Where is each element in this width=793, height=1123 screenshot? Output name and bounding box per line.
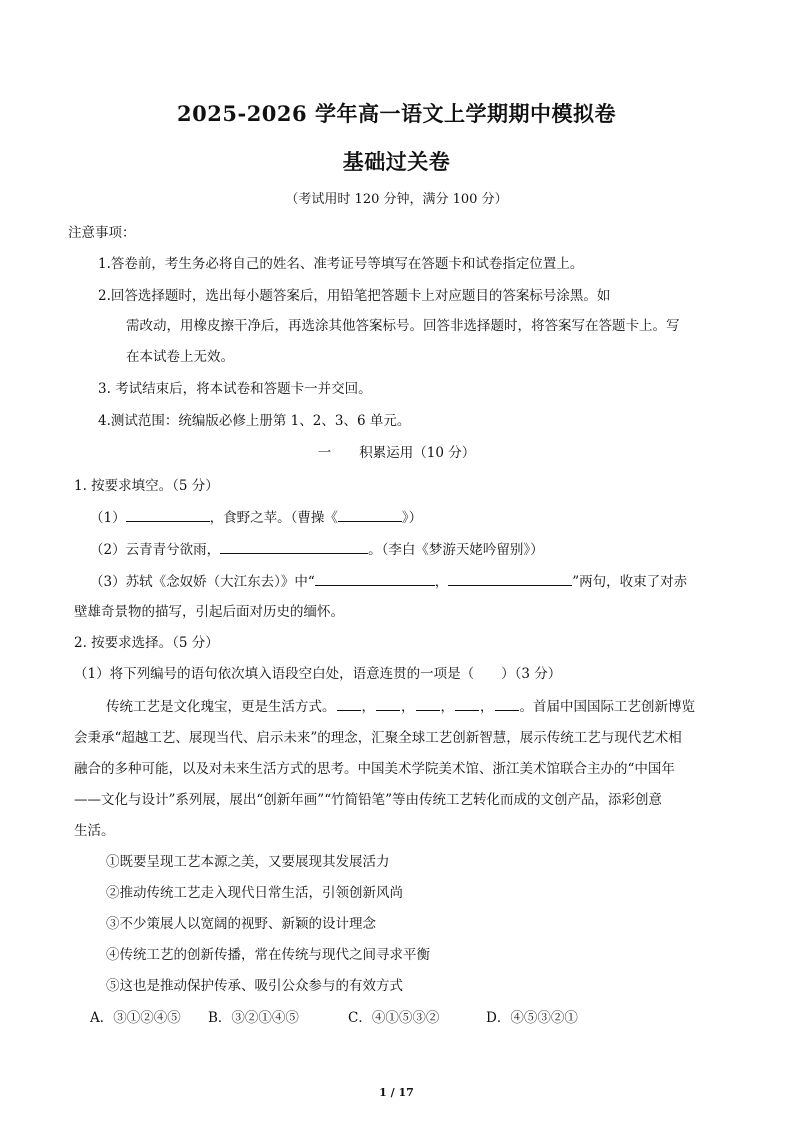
passage-blank[interactable]	[337, 697, 361, 711]
passage-blank[interactable]	[376, 697, 400, 711]
comma: ，	[361, 699, 375, 715]
q1-sub2-suffix: 。（李白《梦游天姥吟留别》）	[368, 542, 544, 558]
passage-blank[interactable]	[495, 697, 519, 711]
passage-text: 。首届中国国际工艺创新博览	[519, 699, 695, 715]
passage-blank[interactable]	[416, 697, 440, 711]
comma: ，	[480, 699, 494, 715]
q1-sub3-comma: ，	[434, 574, 449, 590]
answer-blank[interactable]	[315, 572, 435, 586]
question-2-sub-1-stem: （1）将下列编号的语句依次填入语段空白处，语意连贯的一项是（ ）（3 分）	[74, 666, 562, 682]
comma: ，	[401, 699, 415, 715]
comma: ，	[440, 699, 454, 715]
q1-sub3-suffix: ”两句，收束了对赤	[572, 574, 688, 590]
statement-3: ③不少策展人以宽阔的视野、新颖的设计理念	[106, 916, 376, 932]
note-item-3: 3. 考试结束后，将本试卷和答题卡一并交回。	[98, 381, 372, 397]
answer-blank[interactable]	[338, 508, 402, 522]
passage-line-5: 生活。	[74, 823, 115, 839]
section-1-number: 一	[317, 445, 332, 461]
question-2-stem: 2. 按要求选择。（5 分）	[74, 635, 219, 651]
question-1-sub-3	[90, 572, 687, 591]
q1-sub2-prefix: （2）云青青兮欲雨，	[90, 542, 221, 558]
note-item-1: 1.答卷前，考生务必将自己的姓名、准考证号等填写在答题卡和试卷指定位置上。	[98, 256, 584, 272]
statement-5: ⑤这也是推动保护传承、吸引公众参与的有效方式	[106, 978, 403, 994]
statement-4: ④传统工艺的创新传播，常在传统与现代之间寻求平衡	[106, 947, 430, 963]
answer-blank[interactable]	[220, 540, 368, 554]
note-item-2-line-1: 2.回答选择题时，选出每小题答案后，用铅笔把答题卡上对应题目的答案标号涂黑。如	[98, 288, 611, 304]
q1-sub3-prefix: （3）苏轼《念奴娇（大江东去）》中“	[90, 574, 315, 590]
passage-line-4: ——文化与设计”系列展，展出“创新年画”“竹简铅笔”等由传统工艺转化而成的文创产品，添彩创意	[74, 792, 663, 808]
note-item-2-line-3: 在本试卷上无效。	[126, 349, 234, 365]
passage-line-1	[106, 697, 695, 716]
passage-text: 传统工艺是文化瑰宝，更是生活方式。	[106, 699, 336, 715]
passage-blank[interactable]	[455, 697, 479, 711]
question-1-stem: 1. 按要求填空。（5 分）	[74, 478, 219, 494]
answer-blank[interactable]	[448, 572, 572, 586]
option-c[interactable]: C．④①⑤③②	[348, 1010, 440, 1026]
note-item-2-line-2: 需改动，用橡皮擦干净后，再选涂其他答案标号。回答非选择题时，将答案写在答题卡上。写	[126, 318, 680, 334]
page-number: 1 / 17	[379, 1086, 414, 1099]
passage-line-2: 会秉承“超越工艺、展现当代、启示未来”的理念，汇聚全球工艺创新智慧，展示传统工艺与现代艺术相	[74, 730, 682, 746]
option-b[interactable]: B．③②①④⑤	[208, 1010, 299, 1026]
exam-title: 2025-2026 学年高一语文上学期期中模拟卷	[177, 101, 616, 126]
statement-1: ①既要呈现工艺本源之美，又要展现其发展活力	[106, 854, 390, 870]
q1-sub1-text: ，食野之苹。（曹操《	[209, 510, 338, 526]
notes-heading: 注意事项：	[68, 225, 136, 241]
answer-blank[interactable]	[126, 508, 210, 522]
question-1-sub-1	[90, 508, 422, 527]
note-item-4: 4.测试范围：统编版必修上册第 1、2、3、6 单元。	[98, 413, 411, 429]
option-d[interactable]: D．④⑤③②①	[486, 1010, 578, 1026]
q1-sub1-suffix: 》）	[401, 510, 423, 526]
exam-duration-note: （考试用时 120 分钟，满分 100 分）	[285, 192, 508, 207]
section-1-title: 积累运用（10 分）	[359, 445, 476, 461]
section-1-heading	[0, 444, 793, 462]
option-a[interactable]: A．③①②④⑤	[90, 1010, 181, 1026]
passage-line-3: 融合的多种可能，以及对未来生活方式的思考。中国美术学院美术馆、浙江美术馆联合主办的“中国年	[74, 761, 675, 777]
exam-subtitle-level: 基础过关卷	[342, 149, 451, 174]
question-1-sub-2	[90, 540, 544, 559]
statement-2: ②推动传统工艺走入现代日常生活，引领创新风尚	[106, 885, 403, 901]
q1-sub1-prefix: （1）	[90, 510, 126, 526]
question-1-sub-3-line-2: 壁雄奇景物的描写，引起后面对历史的缅怀。	[74, 604, 344, 620]
